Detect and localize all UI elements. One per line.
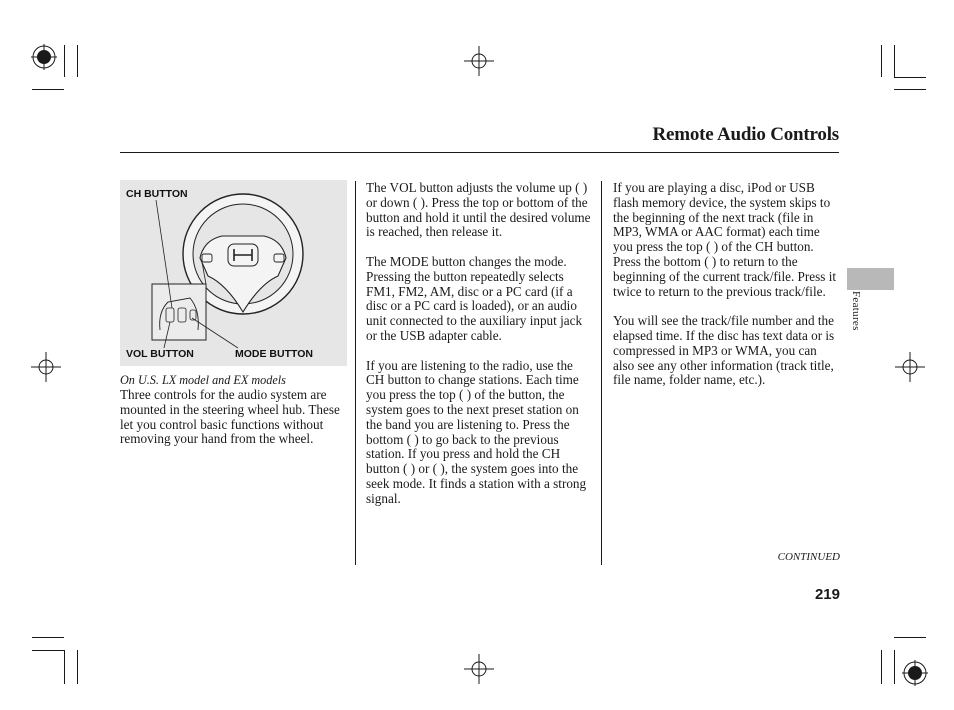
steering-wheel-icon (120, 180, 347, 366)
title-rule (120, 152, 839, 153)
paragraph: You will see the track/file number and the elapsed time. If the disc has text data or is compressed in MP3 or WMA, you can also see any other information (track title, file name, folder name, etc.). (613, 313, 835, 388)
mode-button-label: MODE BUTTON (235, 348, 313, 360)
registration-target-icon (902, 660, 928, 686)
page-number: 219 (814, 586, 840, 603)
column-1 (120, 388, 346, 462)
paragraph: Three controls for the audio system are mounted in the steering wheel hub. These let you control basic functions without removing your hand from the wheel. (120, 387, 340, 447)
section-tab-label: Features (850, 291, 862, 331)
vol-button-label: VOL BUTTON (126, 348, 194, 360)
ch-button-label: CH BUTTON (126, 188, 188, 200)
crosshair-left-icon (31, 352, 61, 382)
page-title: Remote Audio Controls (652, 124, 839, 145)
section-tab (847, 268, 894, 290)
registration-target-icon (31, 44, 57, 70)
steering-wheel-figure (120, 180, 347, 366)
crosshair-right-icon (895, 352, 925, 382)
paragraph: The MODE button changes the mode. Pressing the button repeatedly selects FM1, FM2, AM, disc or a PC card (if a disc or a PC card is loaded), or an audio unit connected to the auxiliary input jack or the USB adapter cable. (366, 253, 583, 343)
crosshair-bottom-icon (464, 654, 494, 684)
column-divider (355, 181, 356, 565)
crosshair-top-icon (464, 46, 494, 76)
paragraph: If you are playing a disc, iPod or USB flash memory device, the system skips to the beginning of the next track (file in MP3, WMA or AAC format) each time you press the top ( ) of the CH button. Press the bottom ( ) to return to the beginning of the current track/file. Press it twice to return to the previous track/file. (613, 180, 837, 299)
figure-caption: On U.S. LX model and EX models (120, 373, 286, 387)
paragraph: If you are listening to the radio, use the CH button to change stations. Each time you press the top ( ) of the button, the system goes to the next preset station on the band you are listening to. Press the bottom ( ) to go back to the previous station. If you press and hold the CH button ( ) or ( ), the system goes into the seek mode. It finds a station with a strong signal. (366, 357, 587, 506)
column-divider (601, 181, 602, 565)
column-2 (366, 181, 594, 521)
paragraph: The VOL button adjusts the volume up ( ) or down ( ). Press the top or bottom of the button and hold it until the desired volume is reached, then release it. (366, 180, 591, 240)
column-3 (613, 181, 841, 403)
continued-note: CONTINUED (777, 551, 840, 563)
